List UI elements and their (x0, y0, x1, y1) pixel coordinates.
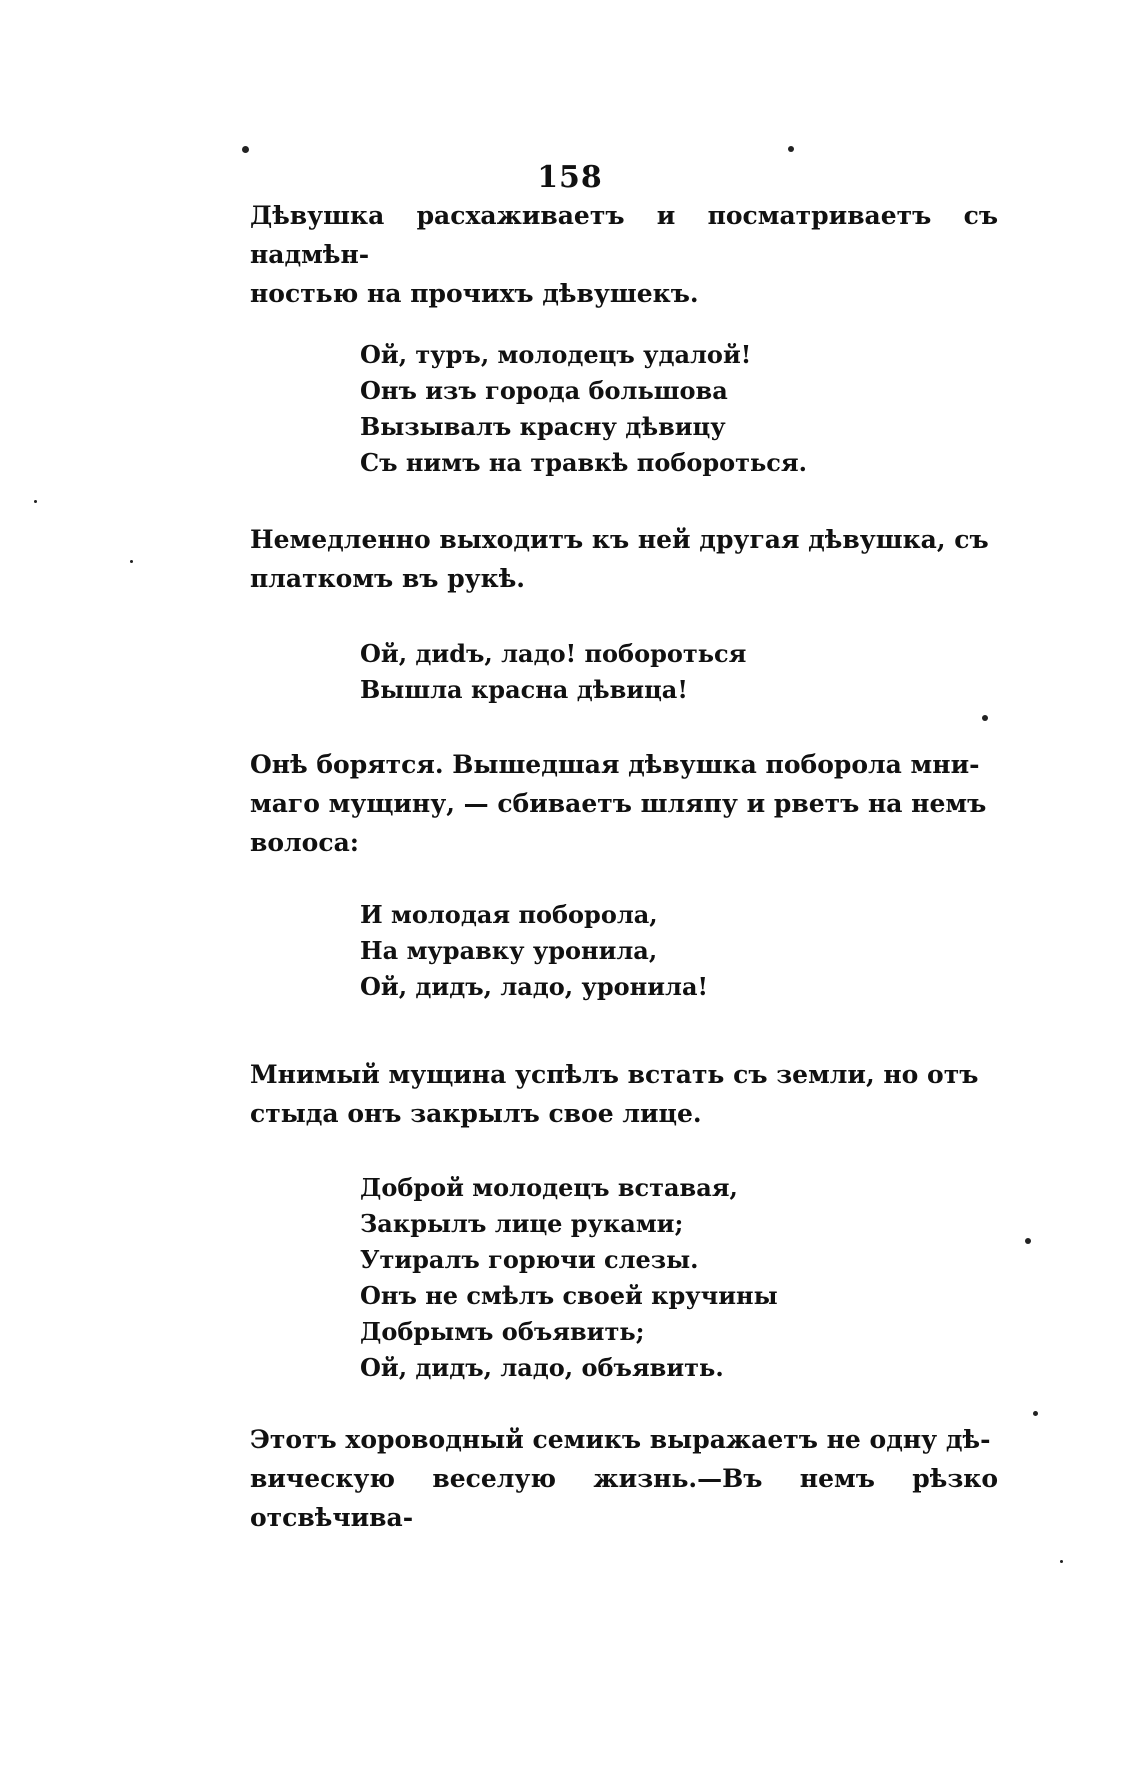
verse-line: Вызывалъ красну дѣвицу (360, 412, 726, 441)
verse-line: Ой, диdъ, ладо! побороться (360, 639, 747, 668)
print-speck (34, 500, 37, 503)
prose-paragraph-3 (250, 745, 998, 862)
print-speck (130, 560, 133, 563)
verse-line: Ой, дидъ, ладо, объявить. (360, 1353, 724, 1382)
print-speck (1025, 1238, 1031, 1244)
verse-line: И молодая поборола, (360, 900, 658, 929)
text-line: волоса: (250, 828, 359, 857)
print-speck (1060, 1560, 1063, 1563)
text-line: Немедленно выходитъ къ ней другая дѣвушка, съ (250, 525, 989, 554)
print-speck (242, 146, 249, 153)
verse-line: Съ нимъ на травкѣ побороться. (360, 448, 807, 477)
verse-line: Закрылъ лице руками; (360, 1209, 684, 1238)
verse-line: Онъ изъ города большова (360, 376, 728, 405)
print-speck (982, 715, 988, 721)
verse-line: Утиралъ горючи слезы. (360, 1245, 699, 1274)
text-line: Мнимый мущина успѣлъ встать съ земли, но отъ (250, 1060, 979, 1089)
verse-line: Ой, туръ, молодецъ удалой! (360, 340, 752, 369)
verse-stanza-1 (360, 337, 807, 481)
verse-line: Ой, дидъ, ладо, уронила! (360, 972, 709, 1001)
page-number: 158 (537, 160, 603, 195)
text-line: Дѣвушка расхаживаетъ и посматриваетъ съ надмѣн- (250, 201, 998, 269)
verse-stanza-4 (360, 1170, 778, 1386)
text-line: маго мущину, — сбиваетъ шляпу и рветъ на немъ (250, 789, 987, 818)
verse-line: На муравку уронила, (360, 936, 658, 965)
prose-paragraph-2 (250, 520, 998, 598)
prose-paragraph-4 (250, 1055, 998, 1133)
verse-line: Добрымъ объявить; (360, 1317, 645, 1346)
verse-line: Онъ не смѣлъ своей кручины (360, 1281, 778, 1310)
text-line: ностью на прочихъ дѣвушекъ. (250, 279, 699, 308)
print-speck (1033, 1411, 1038, 1416)
verse-line: Доброй молодецъ вставая, (360, 1173, 738, 1202)
text-line: Онѣ борятся. Вышедшая дѣвушка поборола мни- (250, 750, 980, 779)
print-speck (788, 146, 794, 152)
prose-paragraph-1 (250, 196, 998, 313)
verse-stanza-3 (360, 897, 708, 1005)
verse-line: Вышла красна дѣвица! (360, 675, 688, 704)
verse-stanza-2 (360, 636, 746, 708)
text-line: стыда онъ закрылъ свое лице. (250, 1099, 702, 1128)
prose-paragraph-5 (250, 1420, 998, 1537)
text-line: платкомъ въ рукѣ. (250, 564, 526, 593)
text-line: вическую веселую жизнь.—Въ немъ рѣзко отсвѣчива- (250, 1464, 998, 1532)
text-line: Этотъ хороводный семикъ выражаетъ не одну дѣ- (250, 1425, 991, 1454)
